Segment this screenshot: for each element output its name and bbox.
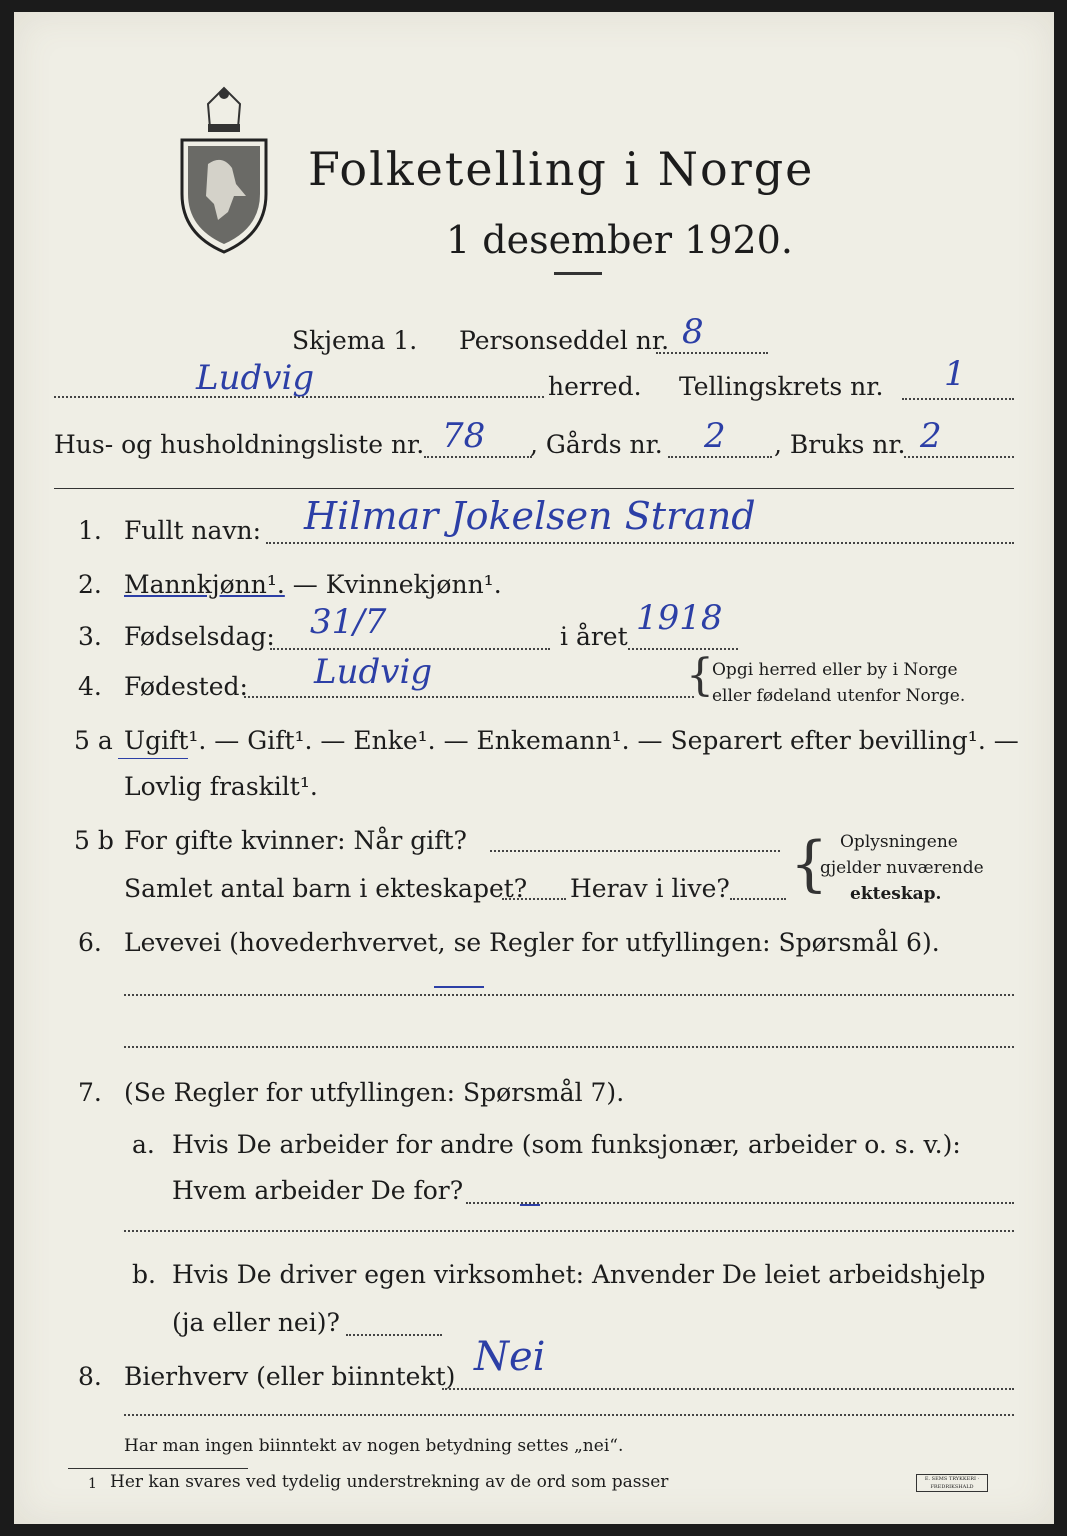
q3-number: 3. (78, 622, 102, 651)
birthplace-brace: { (686, 650, 714, 701)
herred-label: herred. (548, 372, 642, 401)
person-number-label: Personseddel nr. (459, 326, 670, 355)
children-total-line (502, 898, 566, 900)
person-number-value[interactable]: 8 (682, 312, 704, 352)
birthyear-label: i året (560, 622, 628, 651)
gards-label: , Gårds nr. (530, 430, 663, 459)
herred-value[interactable]: Ludvig (196, 358, 315, 398)
q2-number: 2. (78, 570, 102, 599)
krets-line (902, 398, 1014, 400)
bruks-line (904, 456, 1014, 458)
gender-male-option[interactable]: Mannkjønn¹. (124, 570, 285, 599)
full-name-label: Fullt navn: (124, 516, 262, 545)
q4-number: 4. (78, 672, 102, 701)
q5b-number: 5 b (74, 826, 114, 855)
q8-number: 8. (78, 1362, 102, 1391)
footnote-divider (68, 1468, 248, 1469)
krets-label: Tellingskrets nr. (679, 372, 884, 401)
birthplace-note-2: eller fødeland utenfor Norge. (712, 686, 966, 706)
employed-question: Hvis De arbeider for andre (som funksjonær, arbeider o. s. v.): (172, 1130, 961, 1159)
q7-number: 7. (78, 1078, 102, 1107)
no-income-note: Har man ingen biinntekt av nogen betydning settes „nei“. (124, 1436, 624, 1456)
q7b-letter: b. (132, 1260, 156, 1289)
section-divider (54, 488, 1014, 489)
side-income-label: Bierhverv (eller biinntekt) (124, 1362, 456, 1391)
married-when-label: For gifte kvinner: Når gift? (124, 826, 467, 855)
birthdate-line (270, 648, 550, 650)
household-line (424, 456, 532, 458)
marital-status-options[interactable]: Ugift¹. — Gift¹. — Enke¹. — Enkemann¹. — Separert efter bevilling¹. — (124, 726, 1019, 755)
household-value[interactable]: 78 (442, 416, 486, 456)
q5a-number: 5 a (74, 726, 113, 755)
q1-number: 1. (78, 516, 102, 545)
employer-dash (520, 1204, 540, 1206)
q7-heading: (Se Regler for utfyllingen: Spørsmål 7). (124, 1078, 625, 1107)
gards-line (668, 456, 772, 458)
schema-label: Skjema 1. (292, 326, 418, 355)
bruks-label: , Bruks nr. (774, 430, 906, 459)
birthplace-value[interactable]: Ludvig (314, 652, 433, 692)
occupation-line-2 (124, 1046, 1014, 1048)
coat-of-arms-icon (178, 84, 270, 254)
side-income-value[interactable]: Nei (474, 1334, 546, 1380)
hired-help-line (346, 1334, 442, 1336)
occupation-dash (434, 986, 484, 988)
bruks-value[interactable]: 2 (920, 416, 942, 456)
employer-line-2 (124, 1230, 1014, 1232)
birthyear-value[interactable]: 1918 (636, 598, 723, 638)
title-divider (554, 272, 602, 275)
full-name-value[interactable]: Hilmar Jokelsen Strand (304, 494, 756, 538)
birthyear-line (628, 648, 738, 650)
birthdate-value[interactable]: 31/7 (310, 602, 387, 642)
birthplace-note-1: Opgi herred eller by i Norge (712, 660, 958, 680)
employer-label: Hvem arbeider De for? (172, 1176, 464, 1205)
person-number-line (656, 352, 768, 354)
gender-female-option[interactable]: Kvinnekjønn¹. (325, 570, 502, 599)
birthdate-label: Fødselsdag: (124, 622, 275, 651)
marriage-brace: { (790, 829, 829, 899)
q6-number: 6. (78, 928, 102, 957)
footnote-mark: 1 (88, 1476, 97, 1492)
census-date: 1 desember 1920. (446, 218, 793, 262)
children-total-label: Samlet antal barn i ekteskapet? (124, 874, 528, 903)
krets-value[interactable]: 1 (944, 354, 966, 394)
full-name-line (266, 542, 1014, 544)
children-alive-label: Herav i live? (570, 874, 730, 903)
footnote-text: Her kan svares ved tydelig understrekning av de ord som passer (110, 1472, 669, 1492)
gender-options (124, 570, 502, 599)
children-alive-line (730, 898, 786, 900)
marriage-note-2: gjelder nuværende (820, 858, 984, 878)
census-form (14, 12, 1054, 1524)
side-income-line-2 (124, 1414, 1014, 1416)
form-title: Folketelling i Norge (308, 142, 815, 196)
employer-line (466, 1202, 1014, 1204)
self-employed-question: Hvis De driver egen virksomhet: Anvender De leiet arbeidshjelp (172, 1260, 986, 1289)
side-income-line (442, 1388, 1014, 1390)
printer-stamp: E. SEMS TRYKKERI · FREDRIKSHALD (916, 1474, 988, 1492)
hired-help-label: (ja eller nei)? (172, 1308, 340, 1337)
marriage-note-1: Oplysningene (840, 832, 958, 852)
birthplace-line (244, 696, 694, 698)
married-when-line (490, 850, 780, 852)
birthplace-label: Fødested: (124, 672, 248, 701)
gender-separator: — (284, 570, 326, 599)
occupation-label: Levevei (hovederhvervet, se Regler for utfyllingen: Spørsmål 6). (124, 928, 940, 957)
marriage-note-3: ekteskap. (850, 884, 942, 904)
q7a-letter: a. (132, 1130, 155, 1159)
occupation-line-1 (124, 994, 1014, 996)
divorced-option[interactable]: Lovlig fraskilt¹. (124, 772, 318, 801)
household-label: Hus- og husholdningsliste nr. (54, 430, 425, 459)
gards-value[interactable]: 2 (704, 416, 726, 456)
unmarried-underline (118, 758, 188, 759)
